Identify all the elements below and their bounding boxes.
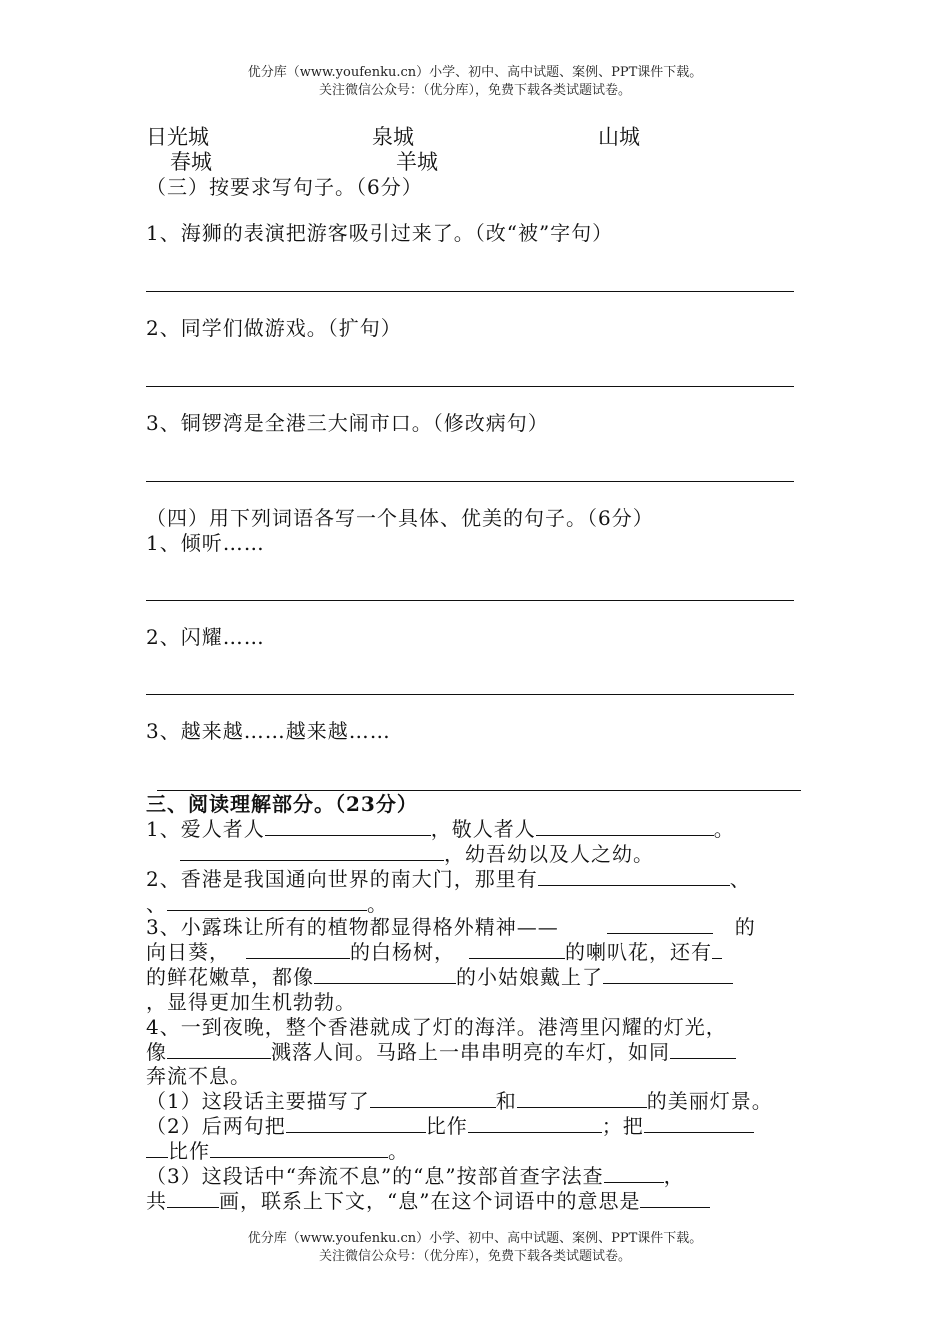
answer-line[interactable]: [146, 481, 794, 482]
city-4: 春城: [170, 150, 212, 174]
fill-blank[interactable]: [712, 940, 722, 959]
part3-q3: 3、铜锣湾是全港三大闹市口。（修改病句）: [146, 411, 549, 435]
fill-blank[interactable]: [469, 940, 565, 959]
part3-title: （三）按要求写句子。（6分）: [146, 175, 423, 199]
fill-blank[interactable]: [370, 1089, 496, 1108]
reading-sub2-line2: 比作 。: [146, 1139, 409, 1163]
answer-line[interactable]: [146, 386, 794, 387]
part3-q1: 1、海狮的表演把游客吸引过来了。（改“被”字句）: [146, 221, 614, 245]
fill-blank[interactable]: [286, 1114, 426, 1133]
city-2: 泉城: [372, 125, 414, 149]
fill-blank[interactable]: [180, 842, 444, 861]
part3-q2: 2、同学们做游戏。（扩句）: [146, 316, 402, 340]
part4-title: （四）用下列词语各写一个具体、优美的句子。（6分）: [146, 506, 654, 530]
reading-sub3-line2: 共 画，联系上下文，“息”在这个词语中的意思是: [146, 1189, 710, 1213]
fill-blank[interactable]: [607, 915, 713, 934]
header-line-2: 关注微信公众号：（优分库），免费下载各类试题试卷。: [318, 83, 631, 98]
fill-blank[interactable]: [246, 940, 350, 959]
fill-blank[interactable]: [210, 1139, 388, 1158]
part4-q3: 3、越来越……越来越……: [146, 719, 391, 743]
fill-blank[interactable]: [468, 1114, 602, 1133]
fill-blank[interactable]: [517, 1089, 647, 1108]
part4-q2: 2、闪耀……: [146, 625, 265, 649]
fill-blank[interactable]: [603, 965, 733, 984]
answer-line[interactable]: [146, 600, 794, 601]
fill-blank[interactable]: [167, 1040, 271, 1059]
fill-blank[interactable]: [146, 1139, 168, 1158]
reading-q4-line2: 像 溅落人间。马路上一串串明亮的车灯，如同: [146, 1040, 736, 1064]
fill-blank[interactable]: [314, 965, 456, 984]
city-3: 山城: [598, 125, 640, 149]
answer-line[interactable]: [146, 291, 794, 292]
reading-q3-line2: 向日葵， 的白杨树， 的喇叭花，还有: [146, 940, 722, 964]
answer-line[interactable]: [157, 790, 801, 791]
part4-q1: 1、倾听……: [146, 531, 265, 555]
reading-q1-line1: 1、爱人者人 ，敬人者人 。: [146, 817, 735, 841]
footer-line-2: 关注微信公众号：（优分库），免费下载各类试题试卷。: [318, 1249, 631, 1264]
fill-blank[interactable]: [265, 817, 431, 836]
fill-blank[interactable]: [167, 1189, 219, 1208]
reading-q2-line1: 2、香港是我国通向世界的南大门，那里有 、: [146, 867, 751, 891]
city-1: 日光城: [146, 125, 209, 149]
reading-q3-line4: ，显得更加生机勃勃。: [146, 990, 356, 1014]
header-line-1: 优分库（www.youfenku.cn）小学、初中、高中试题、案例、PPT课件下载。: [247, 65, 703, 80]
reading-sub2-line1: （2）后两句把 比作 ；把: [146, 1114, 754, 1138]
reading-sub3-line1: （3）这段话中“奔流不息”的“息”按部首查字法查 ，: [146, 1164, 685, 1188]
reading-q4-line3: 奔流不息。: [146, 1064, 251, 1088]
fill-blank[interactable]: [604, 1164, 664, 1183]
footer-line-1: 优分库（www.youfenku.cn）小学、初中、高中试题、案例、PPT课件下载。: [247, 1231, 703, 1246]
reading-q1-line2: ，幼吾幼以及人之幼。: [146, 842, 654, 866]
fill-blank[interactable]: [670, 1040, 736, 1059]
reading-sub1: （1）这段话主要描写了 和 的美丽灯景。: [146, 1089, 773, 1113]
reading-title: 三、阅读理解部分。（23分）: [146, 792, 418, 816]
reading-q3-line3: 的鲜花嫩草，都像 的小姑娘戴上了: [146, 965, 733, 989]
city-5: 羊城: [396, 150, 438, 174]
fill-blank[interactable]: [536, 817, 714, 836]
reading-q2-line2: 、 。: [146, 892, 388, 916]
fill-blank[interactable]: [644, 1114, 754, 1133]
fill-blank[interactable]: [538, 867, 730, 886]
fill-blank[interactable]: [167, 892, 367, 911]
fill-blank[interactable]: [640, 1189, 710, 1208]
reading-q3-line1: 3、小露珠让所有的植物都显得格外精神—— 的: [146, 915, 756, 939]
answer-line[interactable]: [146, 694, 794, 695]
reading-q4-line1: 4、一到夜晚，整个香港就成了灯的海洋。港湾里闪耀的灯光，: [146, 1015, 727, 1039]
